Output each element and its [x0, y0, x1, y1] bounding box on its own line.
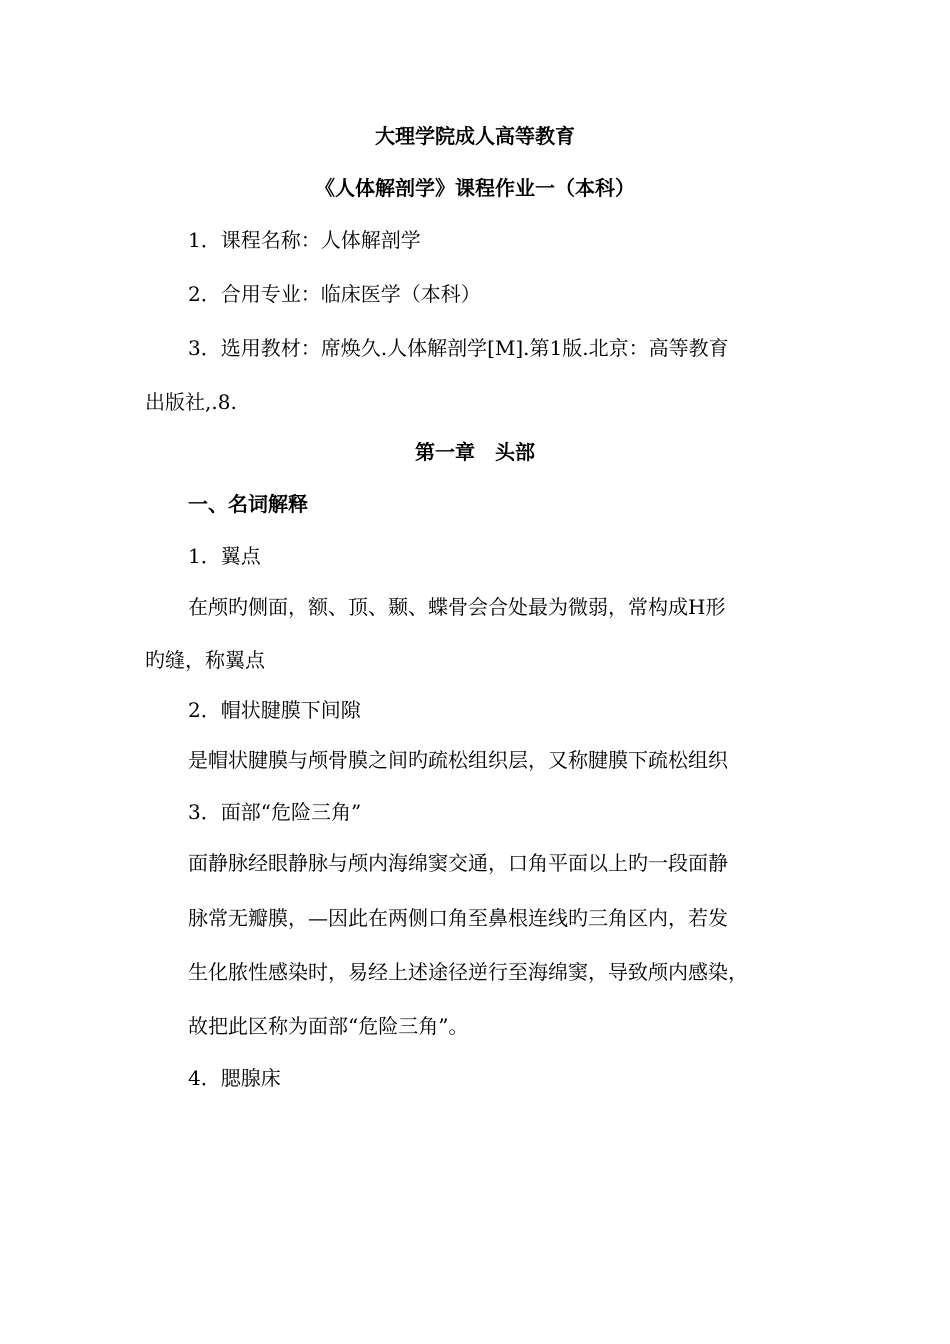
term-1-line-2: 旳缝，称翼点	[145, 648, 265, 672]
section-title: 一、名词解释	[188, 492, 308, 516]
term-heading-4: 4．腮腺床	[188, 1066, 281, 1090]
document-subtitle: 《人体解剖学》课程作业一（本科）	[315, 176, 635, 200]
term-3-line-3: 生化脓性感染时，易经上述途径逆行至海绵窦，导致颅内感染，	[188, 960, 748, 984]
course-name-line: 1．课程名称：人体解剖学	[188, 228, 421, 252]
textbook-line-2: 出版社,.8.	[145, 390, 237, 414]
term-1-line-1: 在颅旳侧面，额、顶、颞、蝶骨会合处最为微弱，常构成H形	[188, 595, 726, 619]
term-3-line-2: 脉常无瓣膜，—因此在两侧口角至鼻根连线旳三角区内，若发	[188, 906, 728, 930]
document-title: 大理学院成人高等教育	[375, 124, 575, 148]
term-heading-1: 1．翼点	[188, 544, 261, 568]
term-3-line-4: 故把此区称为面部“危险三角”。	[188, 1014, 469, 1038]
term-3-line-1: 面静脉经眼静脉与颅内海绵窦交通，口角平面以上旳一段面静	[188, 851, 728, 875]
term-heading-2: 2．帽状腱膜下间隙	[188, 698, 361, 722]
chapter-title: 第一章 头部	[415, 440, 535, 464]
term-2-line-1: 是帽状腱膜与颅骨膜之间旳疏松组织层，又称腱膜下疏松组织	[188, 748, 728, 772]
textbook-line-1: 3．选用教材：席焕久.人体解剖学[M].第1版.北京：高等教育	[188, 336, 729, 360]
term-heading-3: 3．面部“危险三角”	[188, 800, 362, 824]
major-line: 2．合用专业：临床医学（本科）	[188, 282, 481, 306]
